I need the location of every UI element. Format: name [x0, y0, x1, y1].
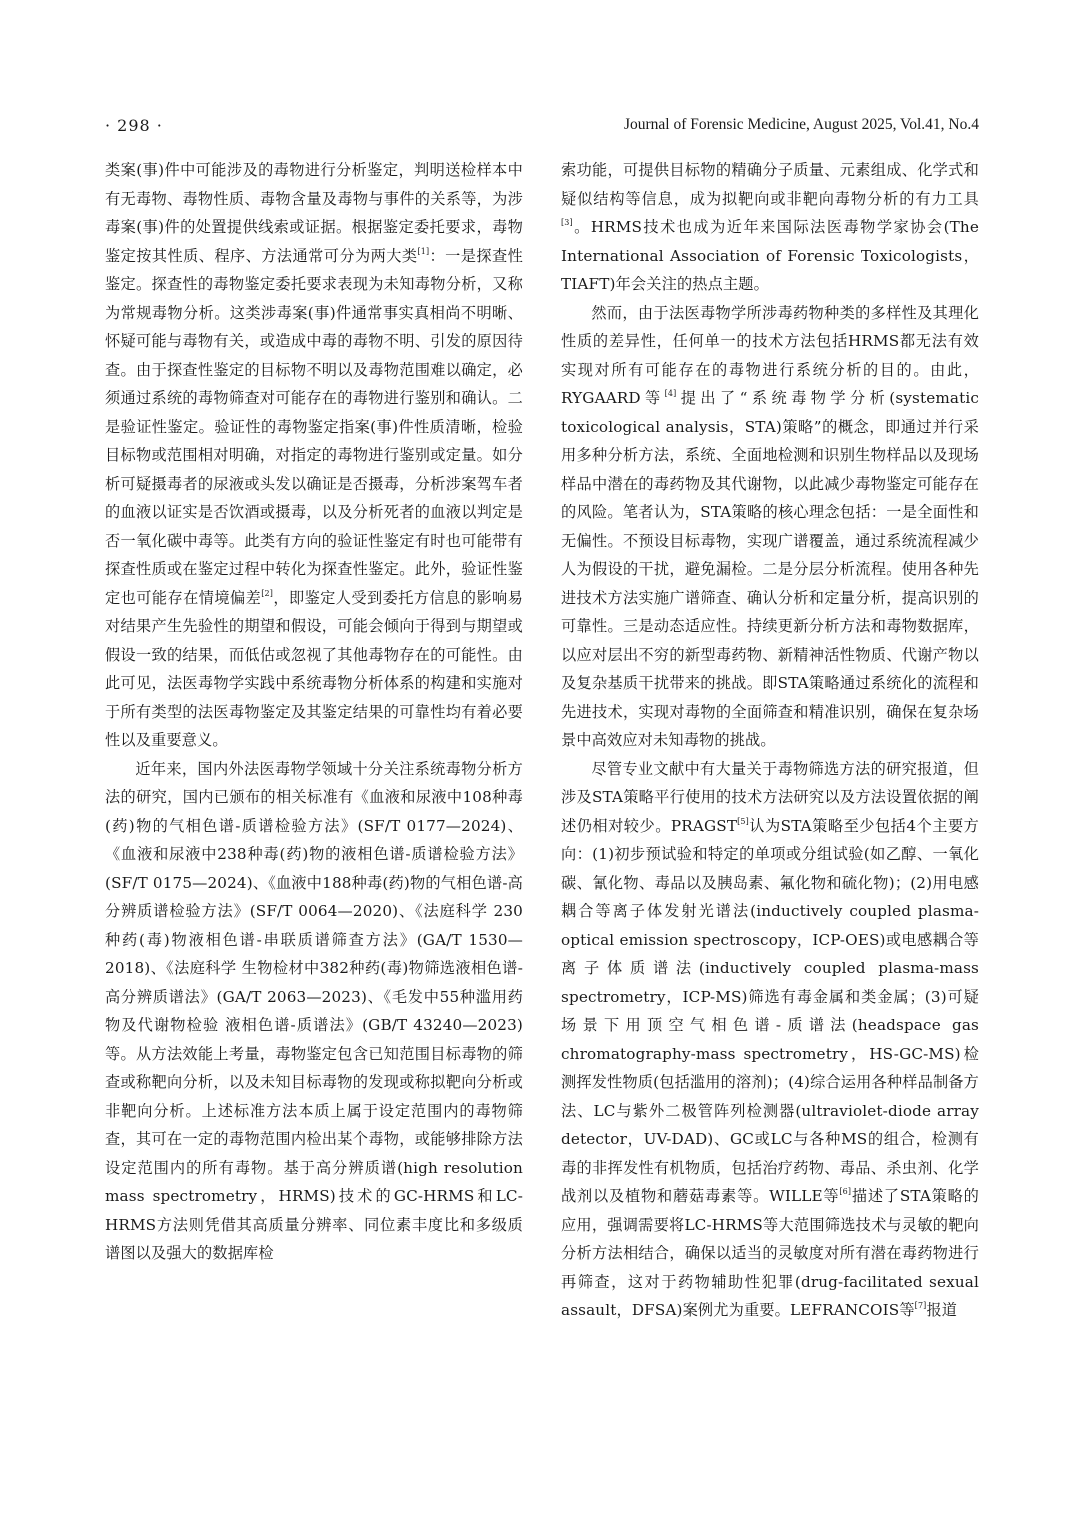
paragraph: 索功能，可提供目标物的精确分子质量、元素组成、化学式和疑似结构等信息，成为拟靶向或非靶向毒物分析的有力工具[3]。HRMS技术也成为近年来国际法医毒物学家协会(The International Association of Forensic Toxicologists，TIAFT)年会关注的热点主题。 [561, 161, 979, 293]
left-column [105, 156, 523, 1268]
paragraph: 然而，由于法医毒物学所涉毒药物种类的多样性及其理化性质的差异性，任何单一的技术方法包括HRMS都无法有效实现对所有可能存在的毒物进行系统分析的目的。由此，RYGAARD等[4]提出了“系统毒物学分析(systematic toxicological analysis，STA)策略”的概念，即通过并行采用多种分析方法，系统、全面地检测和识别生物样品以及现场样品中潜在的毒药物及其代谢物，以此减少毒物鉴定可能存在的风险。笔者认为，STA策略的核心理念包括：一是全面性和无偏性。不预设目标毒物，实现广谱覆盖，通过系统流程减少人为假设的干扰，避免漏检。二是分层分析流程。使用各种先进技术方法实施广谱筛查、确认分析和定量分析，提高识别的可靠性。三是动态适应性。持续更新分析方法和毒物数据库，以应对层出不穷的新型毒药物、新精神活性物质、代谢产物以及复杂基质干扰带来的挑战。即STA策略通过系统化的流程和先进技术，实现对毒物的全面筛查和精准识别，确保在复杂场景中高效应对未知毒物的挑战。 [561, 303, 980, 749]
page-header [105, 116, 979, 146]
citation-ref[interactable]: [4] [664, 389, 677, 398]
page-number: · 298 · [105, 116, 163, 135]
paragraph: 尽管专业文献中有大量关于毒物筛选方法的研究报道，但涉及STA策略平行使用的技术方法研究以及方法设置依据的阐述仍相对较少。PRAGST[5]认为STA策略至少包括4个主要方向：(1)初步预试验和特定的单项或分组试验(如乙醇、一氧化碳、氰化物、毒品以及胰岛素、氟化物和硫化物)；(2)用电感耦合等离子体发射光谱法(inductively coupled plasma-optical emission spectroscopy，ICP-OES)或电感耦合等离子体质谱法(inductively coupled plasma-mass spectrometry，ICP-MS)筛选有毒金属和类金属；(3)可疑场景下用顶空气相色谱-质谱法(headspace gas chromatography-mass spectrometry，HS-GC-MS)检测挥发性物质(包括滥用的溶剂)；(4)综合运用各种样品制备方法、LC与紫外二极管阵列检测器(ultraviolet-diode array detector，UV-DAD)、GC或LC与各种MS的组合，检测有毒的非挥发性有机物质，包括治疗药物、毒品、杀虫剂、化学战剂以及植物和蘑菇毒素等。WILLE等[6]描述了STA策略的应用，强调需要将LC-HRMS等大范围筛选技术与灵敏的靶向分析方法相结合，确保以适当的灵敏度对所有潜在毒药物进行再筛查，这对于药物辅助性犯罪(drug-facilitated sexual assault，DFSA)案例尤为重要。LEFRANCOIS等[7]报道 [561, 759, 979, 1319]
paragraph: 近年来，国内外法医毒物学领域十分关注系统毒物分析方法的研究，国内已颁布的相关标准有《血液和尿液中108种毒(药)物的气相色谱-质谱检验方法》(SF/T 0177—2024)、《血液和尿液中238种毒(药)物的液相色谱-质谱检验方法》(SF/T 0175—2024)、《血液中188种毒(药)物的气相色谱-高分辨质谱检验方法》(SF/T 0064—2020)、《法庭科学 230种药(毒)物液相色谱-串联质谱筛查方法》(GA/T 1530—2018)、《法庭科学 生物检材中382种药(毒)物筛选液相色谱-高分辨质谱法》(GA/T 2063—2023)、《毛发中55种滥用药物及代谢物检验 液相色谱-质谱法》(GB/T 43240—2023)等。从方法效能上考量，毒物鉴定包含已知范围目标毒物的筛查或称靶向分析，以及未知目标毒物的发现或称拟靶向分析或非靶向分析。上述标准方法本质上属于设定范围内的毒物筛查，其可在一定的毒物范围内检出某个毒物，或能够排除方法设定范围内的所有毒物。基于高分辨质谱(high resolution mass spectrometry，HRMS)技术的GC-HRMS和LC-HRMS方法则凭借其高质量分辨率、同位素丰度比和多级质谱图以及强大的数据库检 [105, 759, 523, 1262]
citation-ref[interactable]: [1] [417, 246, 430, 256]
citation-ref[interactable]: [7] [914, 1301, 927, 1310]
journal-citation: Journal of Forensic Medicine, August 2025, Vol.41, No.4 [623, 116, 979, 133]
citation-ref[interactable]: [6] [839, 1187, 852, 1196]
citation-ref[interactable]: [2] [261, 588, 274, 598]
citation-ref[interactable]: [3] [561, 218, 573, 227]
paragraph: 类案(事)件中可能涉及的毒物进行分析鉴定，判明送检样本中有无毒物、毒物性质、毒物含量及毒物与事件的关系等，为涉毒案(事)件的处置提供线索或证据。根据鉴定委托要求，毒物鉴定按其性质、程序、方法通常可分为两大类[1]：一是探查性鉴定。探查性的毒物鉴定委托要求表现为未知毒物分析，又称为常规毒物分析。这类涉毒案(事)件通常事实真相尚不明晰、怀疑可能与毒物有关，或造成中毒的毒物不明、引发的原因待查。由于探查性鉴定的目标物不明以及毒物范围难以确定，必须通过系统的毒物筛查对可能存在的毒物进行鉴别和确认。二是验证性鉴定。验证性的毒物鉴定指案(事)件性质清晰，检验目标物或范围相对明确，对指定的毒物进行鉴别或定量。如分析可疑摄毒者的尿液或头发以确证是否摄毒，分析涉案驾车者的血液以证实是否饮酒或摄毒，以及分析死者的血液以判定是否一氧化碳中毒等。此类有方向的验证性鉴定有时也可能带有探查性质或在鉴定过程中转化为探查性鉴定。此外，验证性鉴定也可能存在情境偏差[2]，即鉴定人受到委托方信息的影响易对结果产生先验性的期望和假设，可能会倾向于得到与期望或假设一致的结果，而低估或忽视了其他毒物存在的可能性。由此可见，法医毒物学实践中系统毒物分析体系的构建和实施对于所有类型的法医毒物鉴定及其鉴定结果的可靠性均有着必要性以及重要意义。 [105, 161, 524, 749]
citation-ref[interactable]: [5] [737, 816, 749, 826]
right-column [561, 156, 979, 1325]
